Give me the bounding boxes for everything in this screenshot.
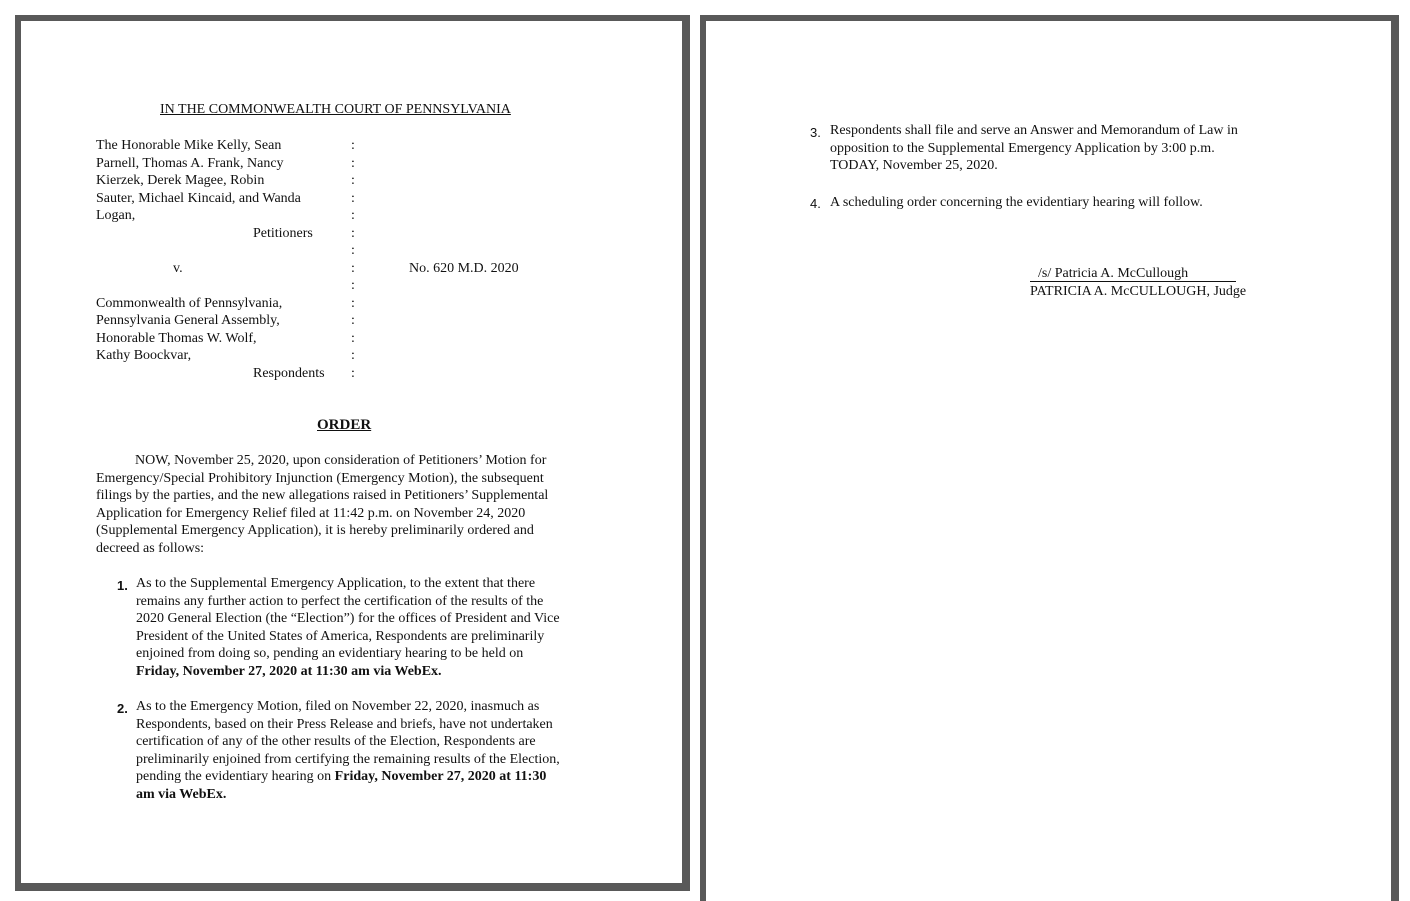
item-2-number: 2. <box>117 701 128 716</box>
caption-colon: : <box>351 173 355 188</box>
caption-colon: : <box>351 138 355 153</box>
respondents-line-4: Kathy Boockvar, <box>96 348 192 363</box>
intro-line: NOW, November 25, 2020, upon consideration of Petitioners’ Motion for <box>135 453 547 468</box>
caption-colon: : <box>351 261 355 276</box>
item-3-text <box>830 122 1238 175</box>
item-1-line: remains any further action to perfect the certification of the results of the <box>136 593 544 609</box>
item-2-hearing-date: Friday, November 27, 2020 at 11:30 <box>334 769 547 785</box>
item-1-line: President of the United States of America, Respondents are preliminarily <box>136 628 545 644</box>
petitioners-line-5: Logan, <box>96 208 136 223</box>
order-heading: ORDER <box>317 417 372 433</box>
court-title: IN THE COMMONWEALTH COURT OF PENNSYLVANIA <box>160 102 511 117</box>
item-2-text <box>136 698 560 804</box>
signature: /s/ Patricia A. McCullough <box>1038 266 1189 281</box>
intro-line: decreed as follows: <box>96 540 205 556</box>
item-2-line: As to the Emergency Motion, filed on November 22, 2020, inasmuch as <box>136 699 540 714</box>
item-3-line: Respondents shall file and serve an Answer and Memorandum of Law in <box>830 123 1238 138</box>
item-1-hearing-date: Friday, November 27, 2020 at 11:30 am via WebEx. <box>136 663 442 679</box>
document-page-2 <box>700 15 1399 901</box>
respondents-line-3: Honorable Thomas W. Wolf, <box>96 331 257 346</box>
intro-line: Application for Emergency Relief filed at 11:42 p.m. on November 24, 2020 <box>96 505 526 521</box>
item-4-number: 4. <box>810 196 821 211</box>
caption-colon: : <box>351 296 355 311</box>
item-4-text: A scheduling order concerning the evidentiary hearing will follow. <box>830 195 1203 210</box>
caption-colon: : <box>351 366 355 381</box>
petitioners-line-4: Sauter, Michael Kincaid, and Wanda <box>96 191 301 206</box>
item-2-hearing-venue: am via WebEx. <box>136 786 227 802</box>
item-2-line-5-plain: pending the evidentiary hearing on <box>136 769 335 785</box>
intro-paragraph <box>96 452 548 558</box>
caption-colon: : <box>351 331 355 346</box>
caption-colon: : <box>351 156 355 171</box>
caption-colon: : <box>351 278 355 293</box>
item-1-number: 1. <box>117 578 128 593</box>
caption-colon: : <box>351 191 355 206</box>
petitioners-line-1: The Honorable Mike Kelly, Sean <box>96 138 282 153</box>
item-1-line: 2020 General Election (the “Election”) for the offices of President and Vice <box>136 611 560 627</box>
signature-line <box>1030 281 1236 282</box>
caption-colon: : <box>351 226 355 241</box>
item-2-line-5 <box>136 768 560 786</box>
intro-line: filings by the parties, and the new allegations raised in Petitioners’ Supplemental <box>96 488 549 504</box>
petitioners-label: Petitioners <box>253 226 313 241</box>
signer-name: PATRICIA A. McCULLOUGH, Judge <box>1030 284 1247 299</box>
respondents-label: Respondents <box>253 366 325 381</box>
caption-colon: : <box>351 208 355 223</box>
item-2-line: preliminarily enjoined from certifying the remaining results of the Election, <box>136 751 560 767</box>
case-number: No. 620 M.D. 2020 <box>409 261 519 276</box>
intro-line: Emergency/Special Prohibitory Injunction (Emergency Motion), the subsequent <box>96 470 544 486</box>
item-3-line: TODAY, November 25, 2020. <box>830 158 998 174</box>
item-2-line: Respondents, based on their Press Release and briefs, have not undertaken <box>136 716 553 732</box>
item-2-line: certification of any of the other results of the Election, Respondents are <box>136 734 536 750</box>
item-1-text <box>136 575 560 681</box>
document-page-1 <box>15 15 690 891</box>
caption-colon: : <box>351 313 355 328</box>
caption-colon: : <box>351 348 355 363</box>
petitioners-line-3: Kierzek, Derek Magee, Robin <box>96 173 265 188</box>
petitioners-line-2: Parnell, Thomas A. Frank, Nancy <box>96 156 284 171</box>
intro-line: (Supplemental Emergency Application), it is hereby preliminarily ordered and <box>96 523 534 539</box>
caption-colon: : <box>351 243 355 258</box>
item-1-line: As to the Supplemental Emergency Application, to the extent that there <box>136 576 536 591</box>
item-3-number: 3. <box>810 125 821 140</box>
versus: v. <box>173 261 183 276</box>
respondents-line-1: Commonwealth of Pennsylvania, <box>96 296 283 311</box>
item-3-line: opposition to the Supplemental Emergency Application by 3:00 p.m. <box>830 140 1215 156</box>
respondents-line-2: Pennsylvania General Assembly, <box>96 313 280 328</box>
item-1-line: enjoined from doing so, pending an evidentiary hearing to be held on <box>136 646 524 662</box>
